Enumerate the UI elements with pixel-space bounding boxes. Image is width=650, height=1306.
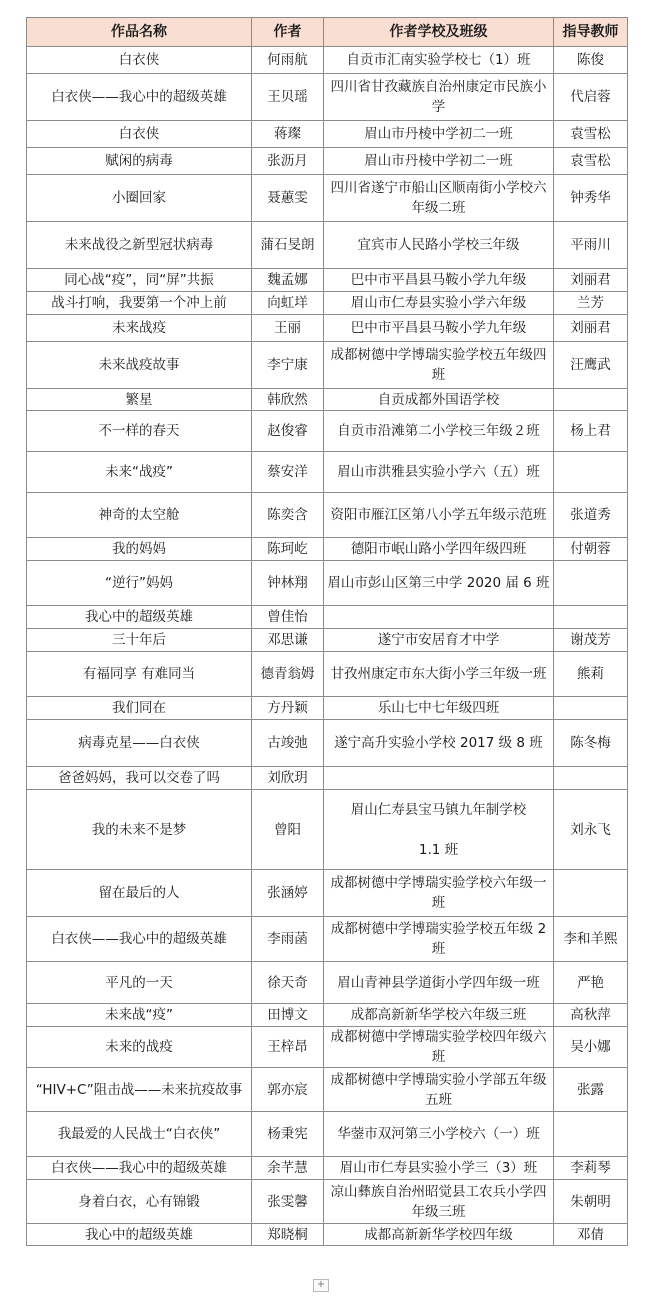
table-row xyxy=(27,1224,628,1246)
cell-title: 同心战“疫”，同“屏”共振 xyxy=(27,269,252,292)
table-row xyxy=(27,1068,628,1112)
table-row xyxy=(27,315,628,342)
table-row xyxy=(27,697,628,720)
table-row xyxy=(27,1180,628,1224)
cell-author: 曾佳怡 xyxy=(252,606,324,629)
cell-teacher xyxy=(554,389,628,411)
cell-school xyxy=(324,606,554,629)
cell-title: 小圈回家 xyxy=(27,175,252,222)
cell-title: 白衣侠 xyxy=(27,47,252,74)
cell-school: 甘孜州康定市东大街小学三年级一班 xyxy=(324,652,554,697)
cell-author: 古竣弛 xyxy=(252,720,324,767)
table-row xyxy=(27,606,628,629)
table-row xyxy=(27,452,628,493)
cell-teacher: 熊莉 xyxy=(554,652,628,697)
cell-author: 郭亦宸 xyxy=(252,1068,324,1112)
table-row xyxy=(27,1004,628,1027)
cell-teacher: 袁雪松 xyxy=(554,148,628,175)
cell-teacher: 高秋萍 xyxy=(554,1004,628,1027)
cell-title: 繁星 xyxy=(27,389,252,411)
cell-title: 未来战“疫” xyxy=(27,1004,252,1027)
cell-author: 刘欣玥 xyxy=(252,767,324,790)
cell-school: 自贡成都外国语学校 xyxy=(324,389,554,411)
table-row xyxy=(27,222,628,269)
cell-teacher: 付朝蓉 xyxy=(554,538,628,561)
cell-title: 未来战疫 xyxy=(27,315,252,342)
cell-school: 成都树德中学博瑞实验小学部五年级五班 xyxy=(324,1068,554,1112)
cell-school: 眉山市彭山区第三中学 2020 届 6 班 xyxy=(324,561,554,606)
cell-author: 郑晓桐 xyxy=(252,1224,324,1246)
table-row xyxy=(27,870,628,917)
table-body xyxy=(27,47,628,1246)
cell-title: 神奇的太空舱 xyxy=(27,493,252,538)
cell-teacher: 邓倩 xyxy=(554,1224,628,1246)
cell-title: 白衣侠——我心中的超级英雄 xyxy=(27,1157,252,1180)
cell-title: 白衣侠——我心中的超级英雄 xyxy=(27,917,252,962)
cell-author: 张雯馨 xyxy=(252,1180,324,1224)
cell-author: 向虹垟 xyxy=(252,292,324,315)
table-row xyxy=(27,917,628,962)
table-row xyxy=(27,962,628,1004)
cell-author: 王梓昂 xyxy=(252,1027,324,1068)
table-row xyxy=(27,175,628,222)
cell-author: 张涵婷 xyxy=(252,870,324,917)
cell-teacher: 严艳 xyxy=(554,962,628,1004)
cell-title: 赋闲的病毒 xyxy=(27,148,252,175)
cell-school: 巴中市平昌县马鞍小学九年级 xyxy=(324,315,554,342)
cell-author: 陈奕含 xyxy=(252,493,324,538)
cell-title: 爸爸妈妈，我可以交卷了吗 xyxy=(27,767,252,790)
cell-title: 三十年后 xyxy=(27,629,252,652)
table-row xyxy=(27,74,628,121)
table-row xyxy=(27,47,628,74)
cell-title: 白衣侠 xyxy=(27,121,252,148)
cell-school: 眉山市仁寿县实验小学三（3）班 xyxy=(324,1157,554,1180)
header-school: 作者学校及班级 xyxy=(324,18,554,47)
cell-teacher xyxy=(554,870,628,917)
cell-school: 华蓥市双河第三小学校六（一）班 xyxy=(324,1112,554,1157)
table-row xyxy=(27,538,628,561)
cell-author: 赵俊睿 xyxy=(252,411,324,452)
cell-title: 战斗打响，我要第一个冲上前 xyxy=(27,292,252,315)
cell-teacher: 吴小娜 xyxy=(554,1027,628,1068)
cell-school: 成都树德中学博瑞实验学校五年级四班 xyxy=(324,342,554,389)
cell-author: 杨秉宪 xyxy=(252,1112,324,1157)
cell-teacher: 刘永飞 xyxy=(554,790,628,870)
cell-title: 未来的战疫 xyxy=(27,1027,252,1068)
award-table xyxy=(26,17,628,1246)
table-row xyxy=(27,493,628,538)
cell-title: 病毒克星——白衣侠 xyxy=(27,720,252,767)
cell-author: 蒋璨 xyxy=(252,121,324,148)
cell-school: 乐山七中七年级四班 xyxy=(324,697,554,720)
cell-school: 眉山市丹棱中学初二一班 xyxy=(324,148,554,175)
table-row xyxy=(27,121,628,148)
cell-school: 自贡市汇南实验学校七（1）班 xyxy=(324,47,554,74)
cell-title: 有福同享 有难同当 xyxy=(27,652,252,697)
cell-teacher: 钟秀华 xyxy=(554,175,628,222)
cell-author: 蒲石旻朗 xyxy=(252,222,324,269)
cell-author: 陈珂屹 xyxy=(252,538,324,561)
table-row xyxy=(27,148,628,175)
table-row xyxy=(27,342,628,389)
cell-teacher: 兰芳 xyxy=(554,292,628,315)
expand-handle[interactable]: + xyxy=(313,1279,329,1292)
cell-author: 张沥月 xyxy=(252,148,324,175)
cell-author: 曾阳 xyxy=(252,790,324,870)
cell-title: 白衣侠——我心中的超级英雄 xyxy=(27,74,252,121)
cell-teacher: 汪鹰武 xyxy=(554,342,628,389)
cell-school: 资阳市雁江区第八小学五年级示范班 xyxy=(324,493,554,538)
cell-title: 平凡的一天 xyxy=(27,962,252,1004)
cell-author: 聂蕙雯 xyxy=(252,175,324,222)
table-row xyxy=(27,292,628,315)
cell-title: 我的未来不是梦 xyxy=(27,790,252,870)
cell-teacher xyxy=(554,697,628,720)
cell-author: 韩欣然 xyxy=(252,389,324,411)
table-row xyxy=(27,269,628,292)
cell-teacher xyxy=(554,1112,628,1157)
header-author: 作者 xyxy=(252,18,324,47)
cell-author: 蔡安洋 xyxy=(252,452,324,493)
cell-school: 成都树德中学博瑞实验学校四年级六班 xyxy=(324,1027,554,1068)
cell-teacher: 张道秀 xyxy=(554,493,628,538)
header-row xyxy=(27,18,628,47)
cell-title: 未来战疫故事 xyxy=(27,342,252,389)
cell-school: 眉山市丹棱中学初二一班 xyxy=(324,121,554,148)
cell-school: 四川省甘孜藏族自治州康定市民族小学 xyxy=(324,74,554,121)
cell-school: 遂宁高升实验小学校 2017 级 8 班 xyxy=(324,720,554,767)
cell-school: 眉山青神县学道街小学四年级一班 xyxy=(324,962,554,1004)
table-row xyxy=(27,652,628,697)
header-teacher: 指导教师 xyxy=(554,18,628,47)
cell-teacher: 李莉琴 xyxy=(554,1157,628,1180)
cell-school: 眉山市仁寿县实验小学六年级 xyxy=(324,292,554,315)
table-row xyxy=(27,389,628,411)
table-row xyxy=(27,1112,628,1157)
cell-title: “逆行”妈妈 xyxy=(27,561,252,606)
cell-title: 不一样的春天 xyxy=(27,411,252,452)
cell-teacher: 陈冬梅 xyxy=(554,720,628,767)
cell-teacher: 陈俊 xyxy=(554,47,628,74)
table-row xyxy=(27,561,628,606)
cell-author: 田博文 xyxy=(252,1004,324,1027)
cell-author: 余芊慧 xyxy=(252,1157,324,1180)
cell-teacher: 刘丽君 xyxy=(554,315,628,342)
cell-author: 李宁康 xyxy=(252,342,324,389)
cell-school: 成都高新新华学校六年级三班 xyxy=(324,1004,554,1027)
cell-teacher: 平雨川 xyxy=(554,222,628,269)
cell-teacher: 袁雪松 xyxy=(554,121,628,148)
cell-school: 眉山仁寿县宝马镇九年制学校 1.1 班 xyxy=(324,790,554,870)
cell-school: 成都树德中学博瑞实验学校五年级 2 班 xyxy=(324,917,554,962)
cell-title: “HIV+C”阻击战——未来抗疫故事 xyxy=(27,1068,252,1112)
table-row xyxy=(27,720,628,767)
cell-teacher: 杨上君 xyxy=(554,411,628,452)
cell-title: 我心中的超级英雄 xyxy=(27,1224,252,1246)
cell-author: 德青翁姆 xyxy=(252,652,324,697)
cell-teacher: 李和羊熙 xyxy=(554,917,628,962)
cell-title: 身着白衣，心有锦锻 xyxy=(27,1180,252,1224)
cell-school: 遂宁市安居育才中学 xyxy=(324,629,554,652)
cell-teacher: 张露 xyxy=(554,1068,628,1112)
cell-author: 方丹颖 xyxy=(252,697,324,720)
table-row xyxy=(27,1027,628,1068)
cell-teacher: 刘丽君 xyxy=(554,269,628,292)
cell-title: 留在最后的人 xyxy=(27,870,252,917)
table-row xyxy=(27,767,628,790)
cell-author: 魏孟娜 xyxy=(252,269,324,292)
cell-title: 我们同在 xyxy=(27,697,252,720)
table-row xyxy=(27,629,628,652)
cell-title: 我心中的超级英雄 xyxy=(27,606,252,629)
cell-title: 未来战役之新型冠状病毒 xyxy=(27,222,252,269)
cell-author: 徐天奇 xyxy=(252,962,324,1004)
table-row xyxy=(27,1157,628,1180)
cell-teacher: 谢茂芳 xyxy=(554,629,628,652)
cell-title: 未来“战疫” xyxy=(27,452,252,493)
cell-title: 我的妈妈 xyxy=(27,538,252,561)
cell-author: 李雨菡 xyxy=(252,917,324,962)
cell-school: 眉山市洪雅县实验小学六（五）班 xyxy=(324,452,554,493)
cell-teacher: 朱朝明 xyxy=(554,1180,628,1224)
cell-author: 钟林翔 xyxy=(252,561,324,606)
cell-author: 邓思谦 xyxy=(252,629,324,652)
cell-school: 四川省遂宁市船山区顺南街小学校六年级二班 xyxy=(324,175,554,222)
cell-teacher xyxy=(554,452,628,493)
cell-author: 王贝瑶 xyxy=(252,74,324,121)
table-row xyxy=(27,411,628,452)
header-title: 作品名称 xyxy=(27,18,252,47)
cell-school: 自贡市沿滩第二小学校三年级２班 xyxy=(324,411,554,452)
cell-school: 宜宾市人民路小学校三年级 xyxy=(324,222,554,269)
cell-teacher: 代启蓉 xyxy=(554,74,628,121)
table-row xyxy=(27,790,628,870)
cell-school: 成都树德中学博瑞实验学校六年级一班 xyxy=(324,870,554,917)
cell-author: 何雨航 xyxy=(252,47,324,74)
cell-teacher xyxy=(554,561,628,606)
cell-school: 德阳市岷山路小学四年级四班 xyxy=(324,538,554,561)
cell-school: 凉山彝族自治州昭觉县工农兵小学四年级三班 xyxy=(324,1180,554,1224)
cell-author: 王丽 xyxy=(252,315,324,342)
cell-teacher xyxy=(554,767,628,790)
cell-title: 我最爱的人民战士“白衣侠” xyxy=(27,1112,252,1157)
cell-school: 巴中市平昌县马鞍小学九年级 xyxy=(324,269,554,292)
cell-teacher xyxy=(554,606,628,629)
cell-school: 成都高新新华学校四年级 xyxy=(324,1224,554,1246)
cell-school xyxy=(324,767,554,790)
